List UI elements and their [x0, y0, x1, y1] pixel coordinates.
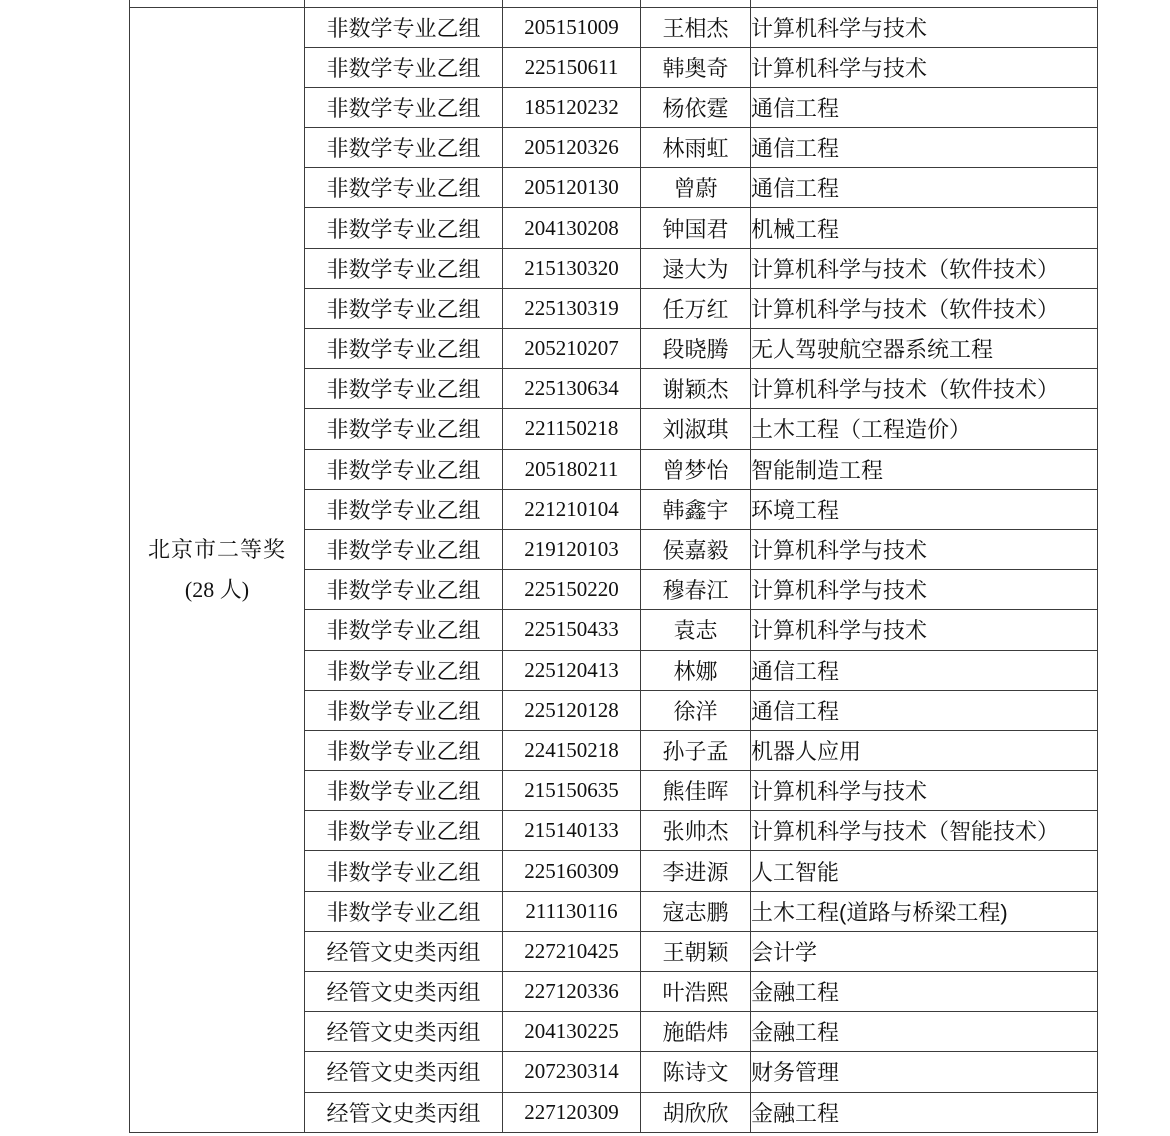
table-cell-name: 杨依霆: [641, 87, 751, 127]
table-cell-group: 非数学专业乙组: [305, 570, 503, 610]
table-cell-name: 林雨虹: [641, 128, 751, 168]
table-cell-name: 曾蔚: [641, 168, 751, 208]
table-cell-name: 段晓腾: [641, 329, 751, 369]
table-cell-name: 孙子孟: [641, 730, 751, 770]
cropped-cell: [130, 0, 305, 7]
table-cell-id: 215130320: [503, 248, 641, 288]
table-cell-id: 225120413: [503, 650, 641, 690]
table-cell-group: 非数学专业乙组: [305, 851, 503, 891]
table-cell-name: 侯嘉毅: [641, 529, 751, 569]
table-cell-name: 逯大为: [641, 248, 751, 288]
table-cell-name: 韩奥奇: [641, 47, 751, 87]
table-cell-id: 221150218: [503, 409, 641, 449]
table-cell-group: 非数学专业乙组: [305, 771, 503, 811]
cropped-previous-row: [130, 0, 1098, 7]
table-cell-major: 计算机科学与技术: [751, 610, 1098, 650]
table-cell-group: 非数学专业乙组: [305, 449, 503, 489]
table-cell-name: 徐洋: [641, 690, 751, 730]
table-cell-major: 通信工程: [751, 690, 1098, 730]
table-cell-name: 熊佳晖: [641, 771, 751, 811]
table-cell-id: 205180211: [503, 449, 641, 489]
table-cell-group: 非数学专业乙组: [305, 529, 503, 569]
table-cell-major: 通信工程: [751, 650, 1098, 690]
table-cell-group: 非数学专业乙组: [305, 610, 503, 650]
table-cell-major: 计算机科学与技术: [751, 7, 1098, 47]
table-cell-id: 211130116: [503, 891, 641, 931]
table-cell-major: 通信工程: [751, 128, 1098, 168]
table-cell-group: 非数学专业乙组: [305, 128, 503, 168]
table-cell-major: 通信工程: [751, 168, 1098, 208]
table-cell-major: 土木工程(道路与桥梁工程): [751, 891, 1098, 931]
table-cell-name: 袁志: [641, 610, 751, 650]
table-cell-id: 221210104: [503, 489, 641, 529]
cropped-cell: [751, 0, 1098, 7]
table-cell-group: 非数学专业乙组: [305, 47, 503, 87]
table-cell-id: 225150433: [503, 610, 641, 650]
table-cell-group: 非数学专业乙组: [305, 690, 503, 730]
table-cell-id: 224150218: [503, 730, 641, 770]
table-cell-name: 穆春江: [641, 570, 751, 610]
table-cell-id: 225120128: [503, 690, 641, 730]
table-cell-name: 林娜: [641, 650, 751, 690]
table-cell-major: 机器人应用: [751, 730, 1098, 770]
table-cell-group: 非数学专业乙组: [305, 650, 503, 690]
table-cell-id: 207230314: [503, 1052, 641, 1092]
award-count: (28 人): [184, 576, 250, 602]
table-cell-name: 任万红: [641, 288, 751, 328]
table-cell-name: 施皓炜: [641, 1012, 751, 1052]
table-cell-name: 胡欣欣: [641, 1092, 751, 1132]
table-cell-major: 计算机科学与技术: [751, 47, 1098, 87]
table-cell-id: 215140133: [503, 811, 641, 851]
table-cell-major: 机械工程: [751, 208, 1098, 248]
table-cell-group: 非数学专业乙组: [305, 329, 503, 369]
table-cell-major: 土木工程（工程造价）: [751, 409, 1098, 449]
table-cell-id: 215150635: [503, 771, 641, 811]
table-cell-group: 经管文史类丙组: [305, 1012, 503, 1052]
table-cell-id: 227120336: [503, 972, 641, 1012]
cropped-cell: [641, 0, 751, 7]
table-cell-name: 叶浩熙: [641, 972, 751, 1012]
table-cell-id: 205210207: [503, 329, 641, 369]
table-cell-name: 曾梦怡: [641, 449, 751, 489]
table-cell-group: 经管文史类丙组: [305, 931, 503, 971]
table-cell-major: 金融工程: [751, 972, 1098, 1012]
award-table: [129, 0, 1098, 1133]
table-cell-id: 227210425: [503, 931, 641, 971]
table-cell-id: 205151009: [503, 7, 641, 47]
cropped-cell: [305, 0, 503, 7]
table-cell-name: 刘淑琪: [641, 409, 751, 449]
table-cell-group: 非数学专业乙组: [305, 87, 503, 127]
table-cell-id: 225130319: [503, 288, 641, 328]
award-category-cell: [130, 7, 305, 1132]
table-cell-group: 非数学专业乙组: [305, 409, 503, 449]
table-cell-name: 钟国君: [641, 208, 751, 248]
table-cell-major: 计算机科学与技术（软件技术）: [751, 288, 1098, 328]
table-cell-id: 225130634: [503, 369, 641, 409]
table-cell-id: 205120130: [503, 168, 641, 208]
table-cell-major: 金融工程: [751, 1012, 1098, 1052]
table-cell-group: 经管文史类丙组: [305, 1092, 503, 1132]
table-cell-group: 非数学专业乙组: [305, 7, 503, 47]
table-cell-id: 225150220: [503, 570, 641, 610]
table-cell-major: 计算机科学与技术: [751, 771, 1098, 811]
table-cell-id: 225160309: [503, 851, 641, 891]
table-cell-major: 环境工程: [751, 489, 1098, 529]
table-cell-group: 非数学专业乙组: [305, 489, 503, 529]
table-cell-id: 204130225: [503, 1012, 641, 1052]
table-cell-major: 通信工程: [751, 87, 1098, 127]
table-cell-group: 非数学专业乙组: [305, 891, 503, 931]
cropped-cell: [503, 0, 641, 7]
table-cell-major: 无人驾驶航空器系统工程: [751, 329, 1098, 369]
table-cell-group: 非数学专业乙组: [305, 730, 503, 770]
table-cell-name: 李进源: [641, 851, 751, 891]
table-cell-group: 非数学专业乙组: [305, 208, 503, 248]
table-cell-id: 227120309: [503, 1092, 641, 1132]
table-cell-name: 寇志鹏: [641, 891, 751, 931]
table-cell-group: 非数学专业乙组: [305, 288, 503, 328]
table-cell-id: 225150611: [503, 47, 641, 87]
table-cell-name: 王朝颖: [641, 931, 751, 971]
table-cell-major: 计算机科学与技术: [751, 570, 1098, 610]
table-cell-major: 财务管理: [751, 1052, 1098, 1092]
table-cell-name: 陈诗文: [641, 1052, 751, 1092]
table-cell-group: 非数学专业乙组: [305, 811, 503, 851]
table-cell-id: 204130208: [503, 208, 641, 248]
table-cell-id: 185120232: [503, 87, 641, 127]
table-row: [130, 7, 1098, 47]
table-cell-major: 计算机科学与技术（软件技术）: [751, 248, 1098, 288]
table-cell-group: 经管文史类丙组: [305, 1052, 503, 1092]
table-cell-id: 205120326: [503, 128, 641, 168]
table-cell-group: 非数学专业乙组: [305, 168, 503, 208]
table-cell-group: 经管文史类丙组: [305, 972, 503, 1012]
table-cell-major: 人工智能: [751, 851, 1098, 891]
table-cell-major: 计算机科学与技术（软件技术）: [751, 369, 1098, 409]
table-cell-name: 韩鑫宇: [641, 489, 751, 529]
table-cell-group: 非数学专业乙组: [305, 369, 503, 409]
award-title: 北京市二等奖: [147, 536, 286, 562]
table-cell-name: 王相杰: [641, 7, 751, 47]
table-cell-group: 非数学专业乙组: [305, 248, 503, 288]
table-cell-name: 张帅杰: [641, 811, 751, 851]
table-cell-major: 智能制造工程: [751, 449, 1098, 489]
table-cell-major: 计算机科学与技术: [751, 529, 1098, 569]
table-cell-name: 谢颖杰: [641, 369, 751, 409]
table-cell-id: 219120103: [503, 529, 641, 569]
table-cell-major: 会计学: [751, 931, 1098, 971]
table-cell-major: 计算机科学与技术（智能技术）: [751, 811, 1098, 851]
table-cell-major: 金融工程: [751, 1092, 1098, 1132]
